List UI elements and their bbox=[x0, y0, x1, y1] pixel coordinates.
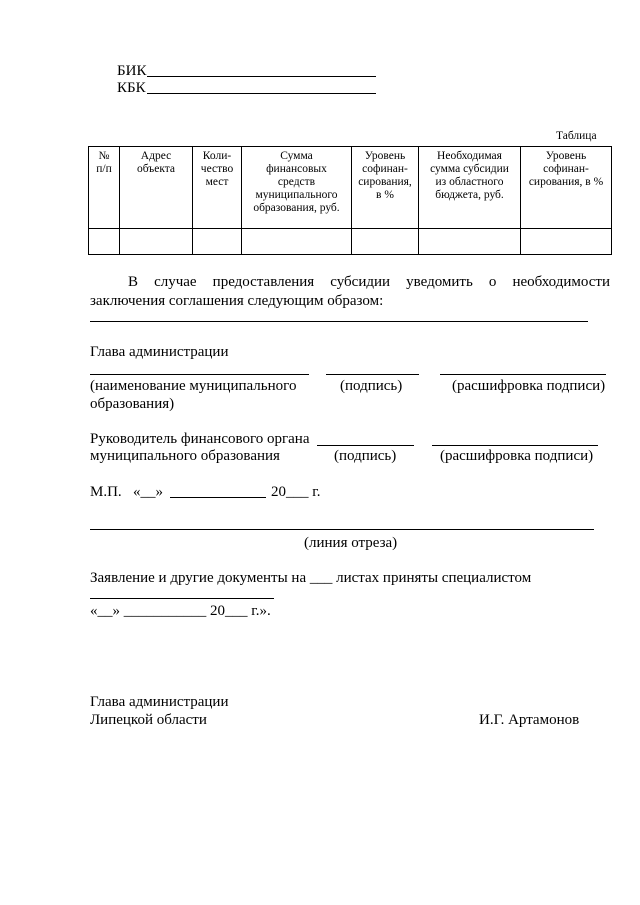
signature-name: И.Г. Артамонов bbox=[479, 712, 580, 728]
table-row bbox=[89, 229, 612, 255]
finance-head-caption-decoding: (расшифровка подписи) bbox=[440, 448, 594, 464]
receipt-date-line: «__» ___________ 20___ г.». bbox=[90, 603, 271, 619]
table-cell[interactable] bbox=[193, 229, 242, 255]
head-admin-caption-name-2: образования) bbox=[90, 396, 175, 412]
receipt-specialist-line[interactable] bbox=[90, 598, 274, 599]
stamp-month-line[interactable] bbox=[170, 497, 266, 498]
finance-head-signature-line[interactable] bbox=[317, 445, 414, 446]
header-cell-required-subsidy: Необходимая сумма субсидии из областного бюджета, руб. bbox=[419, 147, 521, 229]
signature-title-2: Липецкой области bbox=[90, 712, 207, 728]
table-caption: Таблица bbox=[556, 130, 597, 142]
header-cell-number: № п/п bbox=[89, 147, 120, 229]
table-cell[interactable] bbox=[352, 229, 419, 255]
header-cell-cofinancing-level-2: Уровень софинан- сирования, в % bbox=[521, 147, 612, 229]
stamp-date-open: «__» bbox=[133, 484, 163, 500]
table-cell[interactable] bbox=[242, 229, 352, 255]
head-admin-name-line[interactable] bbox=[90, 374, 309, 375]
head-admin-caption-decoding: (расшифровка подписи) bbox=[452, 378, 606, 394]
finance-head-caption-name: муниципального образования bbox=[90, 448, 280, 464]
notice-line-2: заключения соглашения следующим образом: bbox=[90, 293, 384, 309]
bik-label: БИК bbox=[117, 63, 147, 79]
table-cell[interactable] bbox=[419, 229, 521, 255]
header-cell-municipal-funds: Сумма финансовых средств муниципального образования, руб. bbox=[242, 147, 352, 229]
stamp-year: 20___ г. bbox=[271, 484, 321, 500]
bik-field-line[interactable] bbox=[147, 76, 376, 77]
table-cell[interactable] bbox=[521, 229, 612, 255]
notice-line-1: В случае предоставления субсидии уведомить о необходимости bbox=[128, 274, 610, 290]
stamp-mp: М.П. bbox=[90, 484, 122, 500]
head-admin-signature-line[interactable] bbox=[326, 374, 419, 375]
finance-head-caption-signature: (подпись) bbox=[334, 448, 397, 464]
subsidy-table bbox=[88, 146, 612, 255]
head-admin-caption-name-1: (наименование муниципального bbox=[90, 378, 297, 394]
receipt-line-1: Заявление и другие документы на ___ листах приняты специалистом bbox=[90, 570, 532, 586]
header-cell-address: Адрес объекта bbox=[120, 147, 193, 229]
table-header-row bbox=[89, 147, 612, 229]
cut-line bbox=[90, 529, 594, 530]
finance-head-title: Руководитель финансового органа bbox=[90, 431, 310, 447]
table-cell[interactable] bbox=[89, 229, 120, 255]
head-admin-title: Глава администрации bbox=[90, 344, 229, 360]
cut-line-label: (линия отреза) bbox=[304, 535, 398, 551]
signature-title-1: Глава администрации bbox=[90, 694, 229, 710]
table-cell[interactable] bbox=[120, 229, 193, 255]
notice-answer-line[interactable] bbox=[90, 321, 588, 322]
kbk-label: КБК bbox=[117, 80, 146, 96]
head-admin-caption-signature: (подпись) bbox=[340, 378, 403, 394]
head-admin-decoding-line[interactable] bbox=[440, 374, 606, 375]
header-cell-places: Коли- чество мест bbox=[193, 147, 242, 229]
finance-head-decoding-line[interactable] bbox=[432, 445, 598, 446]
kbk-field-line[interactable] bbox=[147, 93, 376, 94]
header-cell-cofinancing-level: Уровень софинан- сирования, в % bbox=[352, 147, 419, 229]
